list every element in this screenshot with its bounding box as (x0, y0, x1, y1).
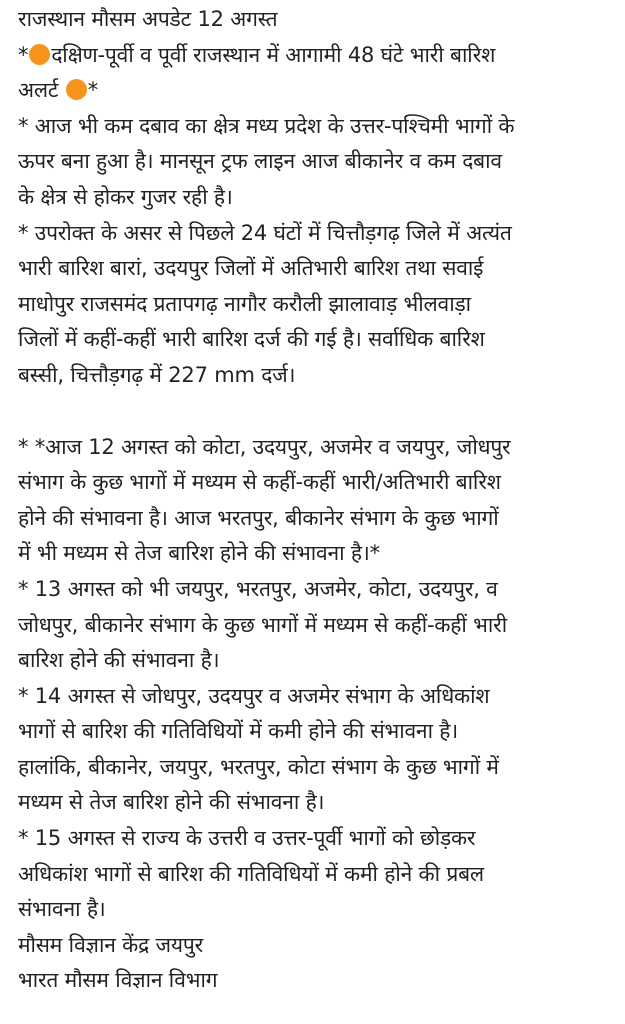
alert-suffix: * (87, 78, 99, 103)
paragraph-line: संभाग के कुछ भागों में मध्यम से कहीं-कहीं भारी/अतिभारी बारिश (18, 470, 501, 495)
paragraph-line: * 15 अगस्त से राज्य के उत्तरी व उत्तर-पूर्वी भागों को छोड़कर (18, 826, 476, 851)
paragraph-line: * उपरोक्त के असर से पिछले 24 घंटों में चित्तौड़गढ़ जिले में अत्यंत (18, 220, 512, 245)
paragraph-line: हालांकि, बीकानेर, जयपुर, भरतपुर, कोटा संभाग के कुछ भागों में (18, 754, 499, 779)
alert-line-cont (18, 73, 613, 109)
paragraph-line: भारी बारिश बारां, उदयपुर जिलों में अतिभारी बारिश तथा सवाई (18, 256, 484, 281)
paragraph-line: में भी मध्यम से तेज बारिश होने की संभावना है।* (18, 541, 380, 566)
paragraph-line: मध्यम से तेज बारिश होने की संभावना है। (18, 790, 325, 815)
orange-circle-icon (29, 44, 50, 65)
signature-office: मौसम विज्ञान केंद्र जयपुर (18, 932, 204, 957)
paragraph-line: * आज भी कम दबाव का क्षेत्र मध्य प्रदेश के उत्तर-पश्चिमी भागों के (18, 113, 515, 138)
alert-line (18, 38, 613, 74)
message-title: राजस्थान मौसम अपडेट 12 अगस्त (18, 7, 278, 31)
paragraph-line: जोधपुर, बीकानेर संभाग के कुछ भागों में मध्यम से कहीं-कहीं भारी (18, 612, 507, 637)
paragraph-line: होने की संभावना है। आज भरतपुर, बीकानेर संभाग के कुछ भागों (18, 505, 499, 530)
paragraph-line: संभावना है। (18, 897, 106, 922)
paragraph-line: जिलों में कहीं-कहीं भारी बारिश दर्ज की गई है। सर्वाधिक बारिश (18, 327, 485, 352)
paragraph-line: भागों से बारिश की गतिविधियों में कमी होने की संभावना है। (18, 719, 459, 744)
paragraph-line: माधोपुर राजसमंद प्रतापगढ़ नागौर करौली झालावाड़ भीलवाड़ा (18, 291, 471, 316)
blank-line (18, 394, 613, 430)
paragraph-line: * *आज 12 अगस्त को कोटा, उदयपुर, अजमेर व जयपुर, जोधपुर (18, 434, 511, 459)
paragraph-line: * 14 अगस्त से जोधपुर, उदयपुर व अजमेर संभाग के अधिकांश (18, 683, 490, 708)
alert-text-cont: अलर्ट (18, 78, 65, 103)
alert-prefix: * (18, 42, 29, 67)
orange-circle-icon (66, 79, 87, 100)
paragraph-line: बस्सी, चित्तौड़गढ़ में 227 mm दर्ज। (18, 362, 296, 387)
signature-department: भारत मौसम विज्ञान विभाग (18, 968, 218, 993)
paragraph-line: के क्षेत्र से होकर गुजर रही है। (18, 184, 233, 209)
paragraph-line: बारिश होने की संभावना है। (18, 648, 220, 673)
paragraph-line: * 13 अगस्त को भी जयपुर, भरतपुर, अजमेर, कोटा, उदयपुर, व (18, 576, 498, 601)
paragraph-line: ऊपर बना हुआ है। मानसून ट्रफ लाइन आज बीकानेर व कम दबाव (18, 149, 502, 174)
alert-text: दक्षिण-पूर्वी व पूर्वी राजस्थान में आगामी 48 घंटे भारी बारिश (51, 42, 496, 67)
paragraph-line: अधिकांश भागों से बारिश की गतिविधियों में कमी होने की प्रबल (18, 861, 484, 886)
